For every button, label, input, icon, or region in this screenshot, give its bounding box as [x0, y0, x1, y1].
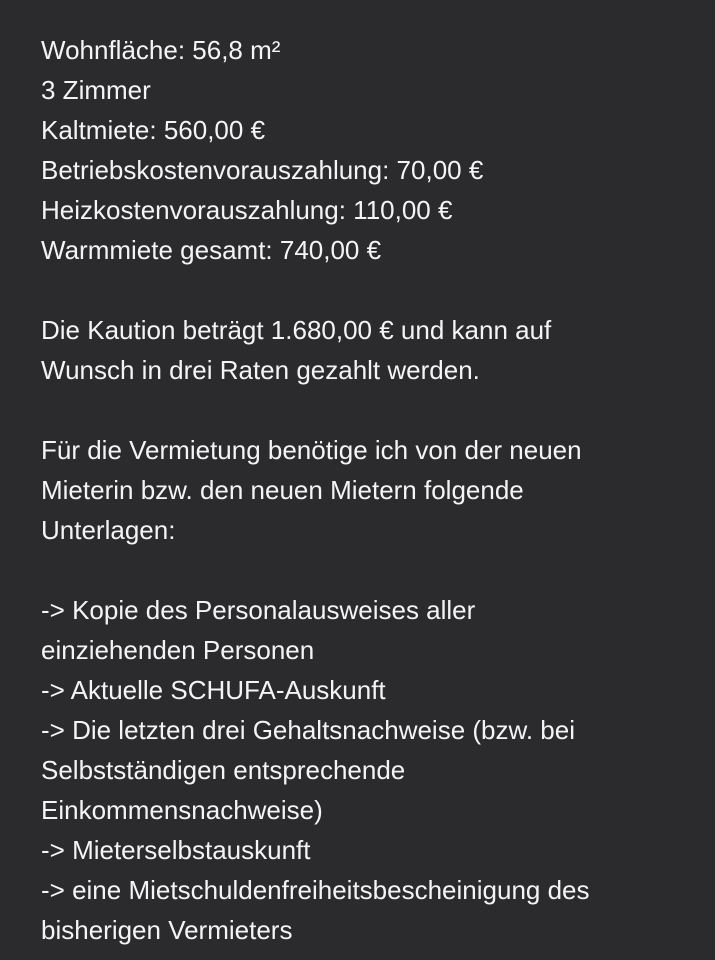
document-item-line: einziehenden Personen: [41, 635, 315, 665]
blank-line: [41, 390, 691, 430]
document-item-line: bisherigen Vermieters: [41, 915, 293, 945]
document-item-line: Selbstständigen entsprechende: [41, 755, 406, 785]
blank-line: [41, 550, 691, 590]
documents-intro-line: Für die Vermietung benötige ich von der neuen: [41, 435, 582, 465]
blank-line: [41, 270, 691, 310]
document-item-line: -> Mieterselbstauskunft: [41, 835, 311, 865]
document-item-line: -> Die letzten drei Gehaltsnachweise (bzw. bei: [41, 715, 575, 745]
deposit-line: Die Kaution beträgt 1.680,00 € und kann auf: [41, 315, 552, 345]
operating-costs-line: Betriebskostenvorauszahlung: 70,00 €: [41, 155, 484, 185]
documents-intro-paragraph: [41, 430, 691, 550]
rooms-line: 3 Zimmer: [41, 75, 151, 105]
deposit-paragraph: [41, 310, 691, 390]
warm-rent-line: Warmmiete gesamt: 740,00 €: [41, 235, 382, 265]
document-item-line: -> Kopie des Personalausweises aller: [41, 595, 476, 625]
document-item-line: -> Aktuelle SCHUFA-Auskunft: [41, 675, 386, 705]
required-documents-list: [41, 590, 691, 950]
document-item-line: -> eine Mietschuldenfreiheitsbescheinigung des: [41, 875, 590, 905]
document-item-line: Einkommensnachweise): [41, 795, 323, 825]
note-text: [41, 30, 691, 950]
apartment-facts: [41, 30, 691, 270]
documents-intro-line: Unterlagen:: [41, 515, 176, 545]
cold-rent-line: Kaltmiete: 560,00 €: [41, 115, 266, 145]
deposit-line: Wunsch in drei Raten gezahlt werden.: [41, 355, 480, 385]
living-area-line: Wohnfläche: 56,8 m²: [41, 35, 281, 65]
heating-costs-line: Heizkostenvorauszahlung: 110,00 €: [41, 195, 453, 225]
documents-intro-line: Mieterin bzw. den neuen Mietern folgende: [41, 475, 524, 505]
